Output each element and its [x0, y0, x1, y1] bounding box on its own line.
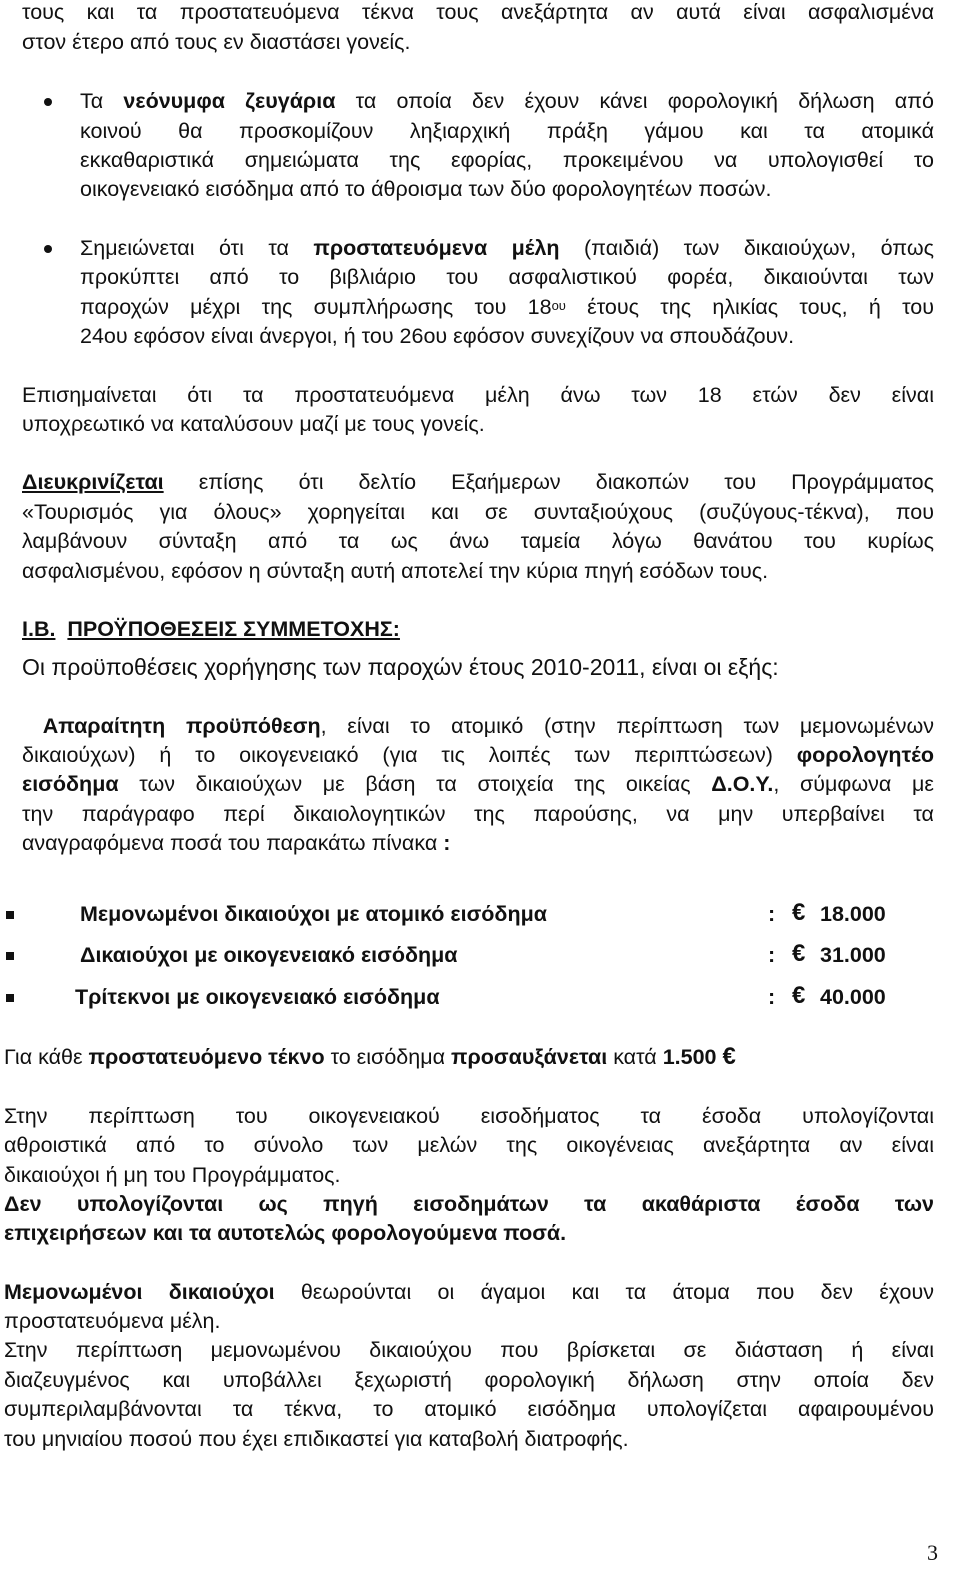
limit-label: Δικαιούχοι με οικογενειακό εισόδημα: [80, 943, 458, 967]
bullet2-line-2: προκύπτει από το βιβλιάριο του ασφαλιστικού φορέα, δικαιούνται των: [80, 265, 934, 289]
single-line-3: Στην περίπτωση μεμονωμένου δικαιούχου που βρίσκεται σε διάσταση ή είναι: [4, 1338, 934, 1362]
bullet-icon: [44, 98, 52, 106]
single-line-2: προστατευόμενα μέλη.: [4, 1309, 221, 1333]
requirement-line-3: εισόδημα των δικαιούχων με βάση τα στοιχεία της οικείας Δ.Ο.Υ., σύμφωνα με: [22, 772, 934, 796]
limit-amount: 18.000: [820, 902, 886, 926]
section-heading: Ι.Β. ΠΡΟΫΠΟΘΕΣΕΙΣ ΣΥΜΜΕΤΟΧΗΣ:: [22, 617, 400, 641]
euro-icon: €: [722, 1043, 736, 1070]
single-line-6: του μηνιαίου ποσού που έχει επιδικαστεί για καταβολή διατροφής.: [4, 1427, 629, 1451]
family-income-line-4: Δεν υπολογίζονται ως πηγή εισοδημάτων τα ακαθάριστα έσοδα των: [4, 1192, 934, 1216]
note18-line-1: Επισημαίνεται ότι τα προστατευόμενα μέλη άνω των 18 ετών δεν είναι: [22, 383, 934, 407]
limit-label: Τρίτεκνοι με οικογενειακό εισόδημα: [75, 985, 440, 1009]
single-line-4: διαζευγμένος και υποβάλλει ξεχωριστή φορολογική δήλωση στην οποία δεν: [4, 1368, 934, 1392]
family-income-line-2: αθροιστικά από το σύνολο των μελών της οικογένειας ανεξάρτητα αν είναι: [4, 1133, 934, 1157]
bullet1-line-3: εκκαθαριστικά σημειώματα της εφορίας, προκειμένου να υπολογισθεί το: [80, 148, 934, 172]
bullet-icon: [44, 245, 52, 253]
clarify-line-1: Διευκρινίζεται επίσης ότι δελτίο Εξαήμερων διακοπών του Προγράμματος: [22, 470, 934, 494]
limit-amount: 31.000: [820, 943, 886, 967]
clarify-line-3: λαμβάνουν σύνταξη από τα ως άνω ταμεία λόγω θανάτου του κυρίως: [22, 529, 934, 553]
family-income-line-5: επιχειρήσεων και τα αυτοτελώς φορολογούμενα ποσά.: [4, 1221, 567, 1245]
bullet1-line-1: Τα νεόνυμφα ζευγάρια τα οποία δεν έχουν κάνει φορολογική δήλωση από: [80, 89, 934, 113]
single-line-1: Μεμονωμένοι δικαιούχοι θεωρούνται οι άγαμοι και τα άτομα που δεν έχουν: [4, 1280, 935, 1304]
euro-icon: €: [792, 982, 806, 1009]
requirement-line-2: δικαιούχων) ή το οικογενειακό (για τις λοιπές των περιπτώσεων) φορολογητέο: [22, 743, 934, 767]
family-income-line-1: Στην περίπτωση του οικογενειακού εισοδήματος τα έσοδα υπολογίζονται: [4, 1104, 934, 1128]
intro-line-1: τους και τα προστατευόμενα τέκνα τους ανεξάρτητα αν αυτά είναι ασφαλισμένα: [22, 0, 934, 24]
single-line-5: συμπεριλαμβάνονται τα τέκνα, το ατομικό εισόδημα υπολογίζεται αφαιρουμένου: [4, 1397, 934, 1421]
page-number: 3: [927, 1540, 938, 1565]
bullet2-line-1: Σημειώνεται ότι τα προστατευόμενα μέλη (παιδιά) των δικαιούχων, όπως: [80, 236, 934, 260]
limit-amount: 40.000: [820, 985, 886, 1009]
limit-label: Μεμονωμένοι δικαιούχοι με ατομικό εισόδημα: [80, 902, 547, 926]
limit-colon: :: [768, 985, 776, 1009]
requirement-line-1: Απαραίτητη προϋπόθεση, είναι το ατομικό (στην περίπτωση των μεμονωμένων: [42, 714, 934, 738]
euro-icon: €: [792, 899, 806, 926]
intro-line-2: στον έτερο από τους εν διαστάσει γονείς.: [22, 30, 411, 54]
family-income-line-3: δικαιούχοι ή μη του Προγράμματος.: [4, 1163, 341, 1187]
square-bullet-icon: [6, 994, 14, 1002]
requirement-line-4: την παράγραφο περί δικαιολογητικών της παρούσης, να μην υπερβαίνει τα: [22, 802, 934, 826]
note18-line-2: υποχρεωτικό να καταλύσουν μαζί με τους γονείς.: [22, 412, 485, 436]
clarify-line-4: ασφαλισμένου, εφόσον η σύνταξη αυτή αποτελεί την κύρια πηγή εσόδων τους.: [22, 559, 769, 583]
euro-icon: €: [792, 940, 806, 967]
bullet1-line-2: κοινού θα προσκομίζουν ληξιαρχική πράξη γάμου και τα ατομικά: [80, 119, 934, 143]
bullet1-line-4: οικογενειακό εισόδημα από το άθροισμα των δύο φορολογητέων ποσών.: [80, 177, 772, 201]
increase-line: Για κάθε προστατευόμενο τέκνο το εισόδημα προσαυξάνεται κατά 1.500 €: [4, 1043, 736, 1070]
limit-colon: :: [768, 902, 776, 926]
requirement-line-5: αναγραφόμενα ποσά του παρακάτω πίνακα :: [22, 831, 451, 855]
bullet2-line-3: παροχών μέχρι της συμπλήρωσης του $18^{o\upsilon}$ έτους της ηλικίας τους, ή του: [80, 295, 935, 319]
square-bullet-icon: [6, 952, 14, 960]
limit-colon: :: [768, 943, 776, 967]
section-subtitle: Οι προϋποθέσεις χορήγησης των παροχών έτους 2010-2011, είναι οι εξής:: [22, 654, 779, 680]
clarify-line-2: «Τουρισμός για όλους» χορηγείται και σε συνταξιούχους (συζύγους-τέκνα), που: [22, 500, 934, 524]
bullet2-line-4: 24ου εφόσον είναι άνεργοι, ή του 26ου εφόσον συνεχίζουν να σπουδάζουν.: [80, 324, 795, 348]
square-bullet-icon: [6, 911, 14, 919]
